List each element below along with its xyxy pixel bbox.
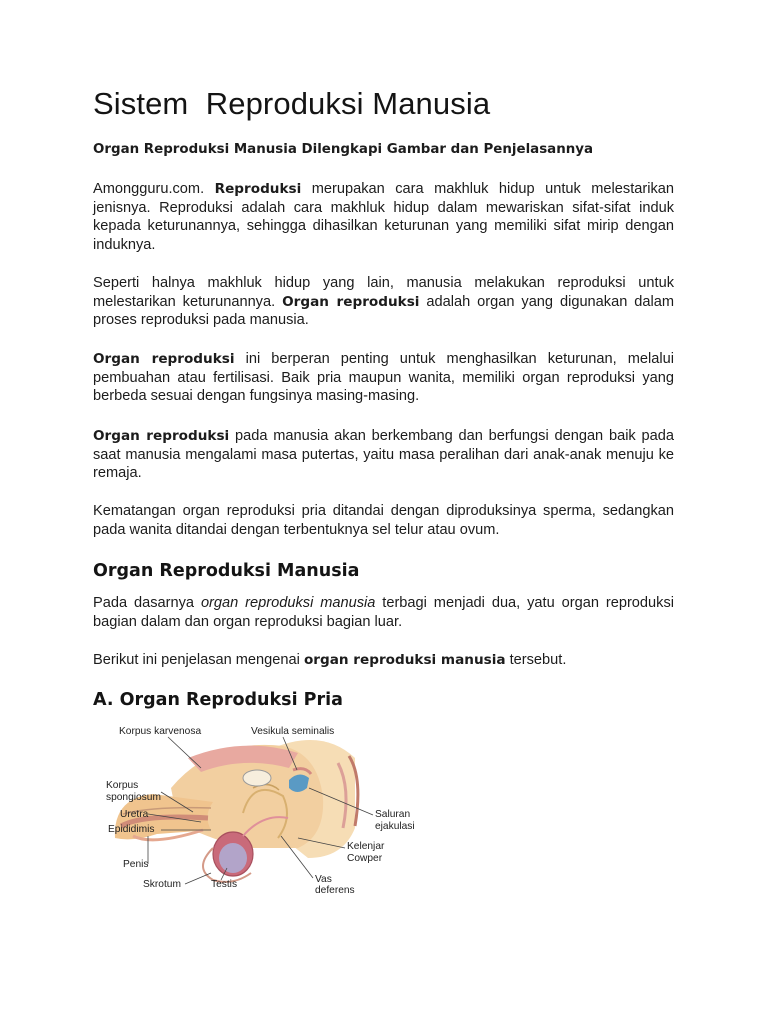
label-kelenjar-cowper-line2: Cowper — [347, 853, 383, 864]
section-heading: Organ Reproduksi Manusia — [93, 561, 360, 581]
keyword-organ-reproduksi: Organ reproduksi — [93, 428, 230, 444]
page-title: Sistem Reproduksi Manusia — [93, 86, 491, 121]
paragraph-following — [93, 651, 674, 670]
paragraph-organ-role-body: ini berperan penting untuk menghasilkan keturunan, melalui pembuahan atau fertilisasi. Baik pria maupun wanita, memiliki organ reproduksi yang berbeda sesuai dengan fungsinya masing-masing. — [93, 351, 674, 404]
paragraph-organ-definition-lead: Seperti halnya makhluk hidup yang lain, manusia melakukan reproduksi untuk melestarikan keturunannya. — [93, 275, 674, 310]
paragraph-intro-lead: Amongguru.com. — [93, 181, 215, 197]
label-korpus-spongiosum-line1: Korpus — [106, 780, 139, 791]
label-korpus-spongiosum-line2: spongiosum — [106, 792, 161, 803]
italic-organ-reproduksi-manusia: organ reproduksi manusia — [200, 595, 376, 611]
paragraph-maturity: Kematangan organ reproduksi pria ditandai dengan diproduksinya sperma, sedangkan pada wanita ditandai dengan terbentuknya sel telur atau ovum. — [93, 503, 674, 538]
label-epididimis: Epididimis — [108, 824, 155, 835]
label-korpus-karvenosa: Korpus karvenosa — [119, 726, 202, 737]
paragraph-organ-definition-body: adalah organ yang digunakan dalam proses reproduksi pada manusia. — [93, 293, 674, 328]
paragraph-following-lead: Berikut ini penjelasan mengenai — [93, 652, 304, 668]
subsection-heading: A. Organ Reproduksi Pria — [93, 690, 343, 710]
label-uretra: Uretra — [120, 809, 149, 820]
paragraph-division-lead: Pada dasarnya — [93, 595, 201, 611]
paragraph-intro — [93, 180, 674, 254]
paragraph-organ-definition — [93, 274, 674, 330]
label-vas-deferens-line1: Vas — [315, 874, 332, 885]
male-reproductive-diagram — [93, 718, 423, 898]
paragraph-following-tail: tersebut. — [505, 652, 567, 668]
paragraph-puberty-body: pada manusia akan berkembang dan berfungsi dengan baik pada saat manusia mengalami masa putertas, yaitu masa peralihan dari anak-anak menuju ke remaja. — [93, 428, 674, 481]
keyword-reproduksi: Reproduksi — [214, 181, 302, 197]
keyword-organ-reproduksi-manusia: organ reproduksi manusia — [303, 652, 506, 668]
paragraph-division-body: terbagi menjadi dua, yatu organ reproduksi bagian dalam dan organ reproduksi bagian luar. — [93, 595, 674, 630]
label-kelenjar-cowper-line1: Kelenjar — [347, 841, 385, 852]
paragraph-division — [93, 594, 674, 631]
label-skrotum: Skrotum — [143, 879, 181, 890]
label-vesikula-seminalis: Vesikula seminalis — [251, 726, 335, 737]
paragraph-intro-body: merupakan cara makhluk hidup untuk melestarikan jenisnya. Reproduksi adalah cara makhluk hidup dalam mewariskan sifat-sifat induk kepada keturunannya, sehingga dihasilkan keturunan yang memiliki sifat mirip dengan induknya. — [93, 181, 674, 253]
paragraph-puberty — [93, 427, 674, 483]
label-saluran-ejakulasi-line1: Saluran — [375, 809, 411, 820]
anatomy-illustration — [93, 718, 423, 898]
label-penis: Penis — [123, 859, 149, 870]
paragraph-organ-role — [93, 350, 674, 406]
label-vas-deferens-line2: deferens — [315, 885, 355, 896]
article-subtitle: Organ Reproduksi Manusia Dilengkapi Gambar dan Penjelasannya — [93, 142, 594, 157]
label-testis: Testis — [211, 879, 238, 890]
label-saluran-ejakulasi-line2: ejakulasi — [375, 821, 415, 832]
keyword-organ-reproduksi: Organ reproduksi — [93, 351, 235, 367]
keyword-organ-reproduksi: Organ reproduksi — [282, 293, 420, 310]
